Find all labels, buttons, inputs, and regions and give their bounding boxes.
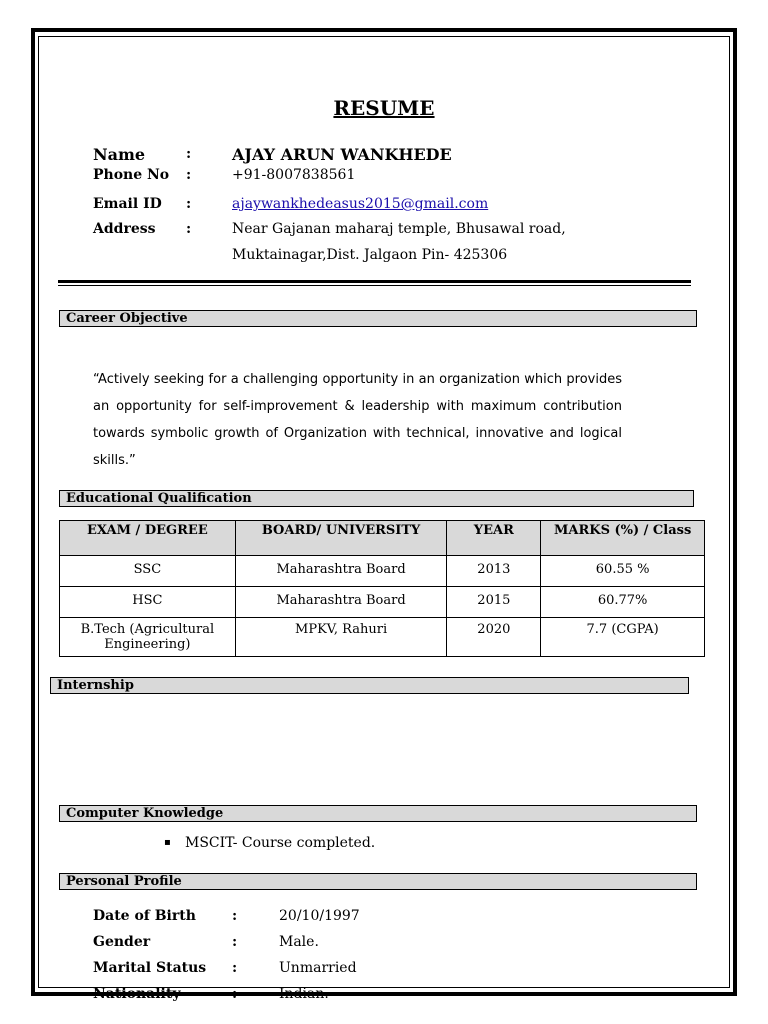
header-divider-thin [58,285,691,286]
phone-label: Phone No [93,167,170,183]
marital-status-label: Marital Status [93,960,207,976]
table-cell: B.Tech (Agricultural Engineering) [60,618,236,657]
section-computer-knowledge: Computer Knowledge [59,805,697,822]
email-separator: : [186,196,192,212]
address-line-2: Muktainagar,Dist. Jalgaon Pin- 425306 [232,247,508,263]
table-cell: Maharashtra Board [235,587,447,618]
address-label: Address [93,221,156,237]
column-header: MARKS (%) / Class [541,521,705,556]
section-personal-profile: Personal Profile [59,873,697,890]
gender-value: Male. [279,934,319,950]
gender-separator: : [232,934,238,950]
table-header-row [60,521,705,556]
phone-separator: : [186,167,192,183]
dob-label: Date of Birth [93,908,196,924]
table-cell: Maharashtra Board [235,556,447,587]
education-table [59,520,705,657]
header-divider-thick [58,280,691,283]
marital-status-separator: : [232,960,238,976]
table-row [60,587,705,618]
dob-value: 20/10/1997 [279,908,360,924]
objective-text: “Actively seeking for a challenging opportunity in an organization which provides an opportunity for self-improvement & leadership with maximum contribution towards symbolic growth of Organization with technical, innovative and logical skills.” [93,372,622,468]
table-cell: SSC [60,556,236,587]
table-cell: HSC [60,587,236,618]
computer-knowledge-item: MSCIT- Course completed. [185,835,376,851]
name-value: AJAY ARUN WANKHEDE [232,145,452,164]
name-separator: : [186,146,192,162]
email-label: Email ID [93,196,162,212]
table-row [60,556,705,587]
table-row [60,618,705,657]
resume-title: RESUME [333,96,435,120]
table-cell: 2015 [447,587,541,618]
email-link[interactable]: ajaywankhedeasus2015@gmail.com [232,196,489,212]
section-education: Educational Qualification [59,490,694,507]
table-cell: MPKV, Rahuri [235,618,447,657]
marital-status-value: Unmarried [279,960,357,976]
address-separator: : [186,221,192,237]
column-header: YEAR [447,521,541,556]
table-cell: 60.77% [541,587,705,618]
bullet-icon: ▪ [164,837,171,848]
table-cell: 2013 [447,556,541,587]
table-cell: 7.7 (CGPA) [541,618,705,657]
address-line-1: Near Gajanan maharaj temple, Bhusawal road, [232,221,566,237]
table-cell: 60.55 % [541,556,705,587]
column-header: BOARD/ UNIVERSITY [235,521,447,556]
column-header: EXAM / DEGREE [60,521,236,556]
name-label: Name [93,145,146,164]
gender-label: Gender [93,934,151,950]
phone-value: +91-8007838561 [232,167,356,183]
page-border-bottom [31,992,737,996]
section-internship: Internship [50,677,689,694]
section-career-objective: Career Objective [59,310,697,327]
table-cell: 2020 [447,618,541,657]
dob-separator: : [232,908,238,924]
